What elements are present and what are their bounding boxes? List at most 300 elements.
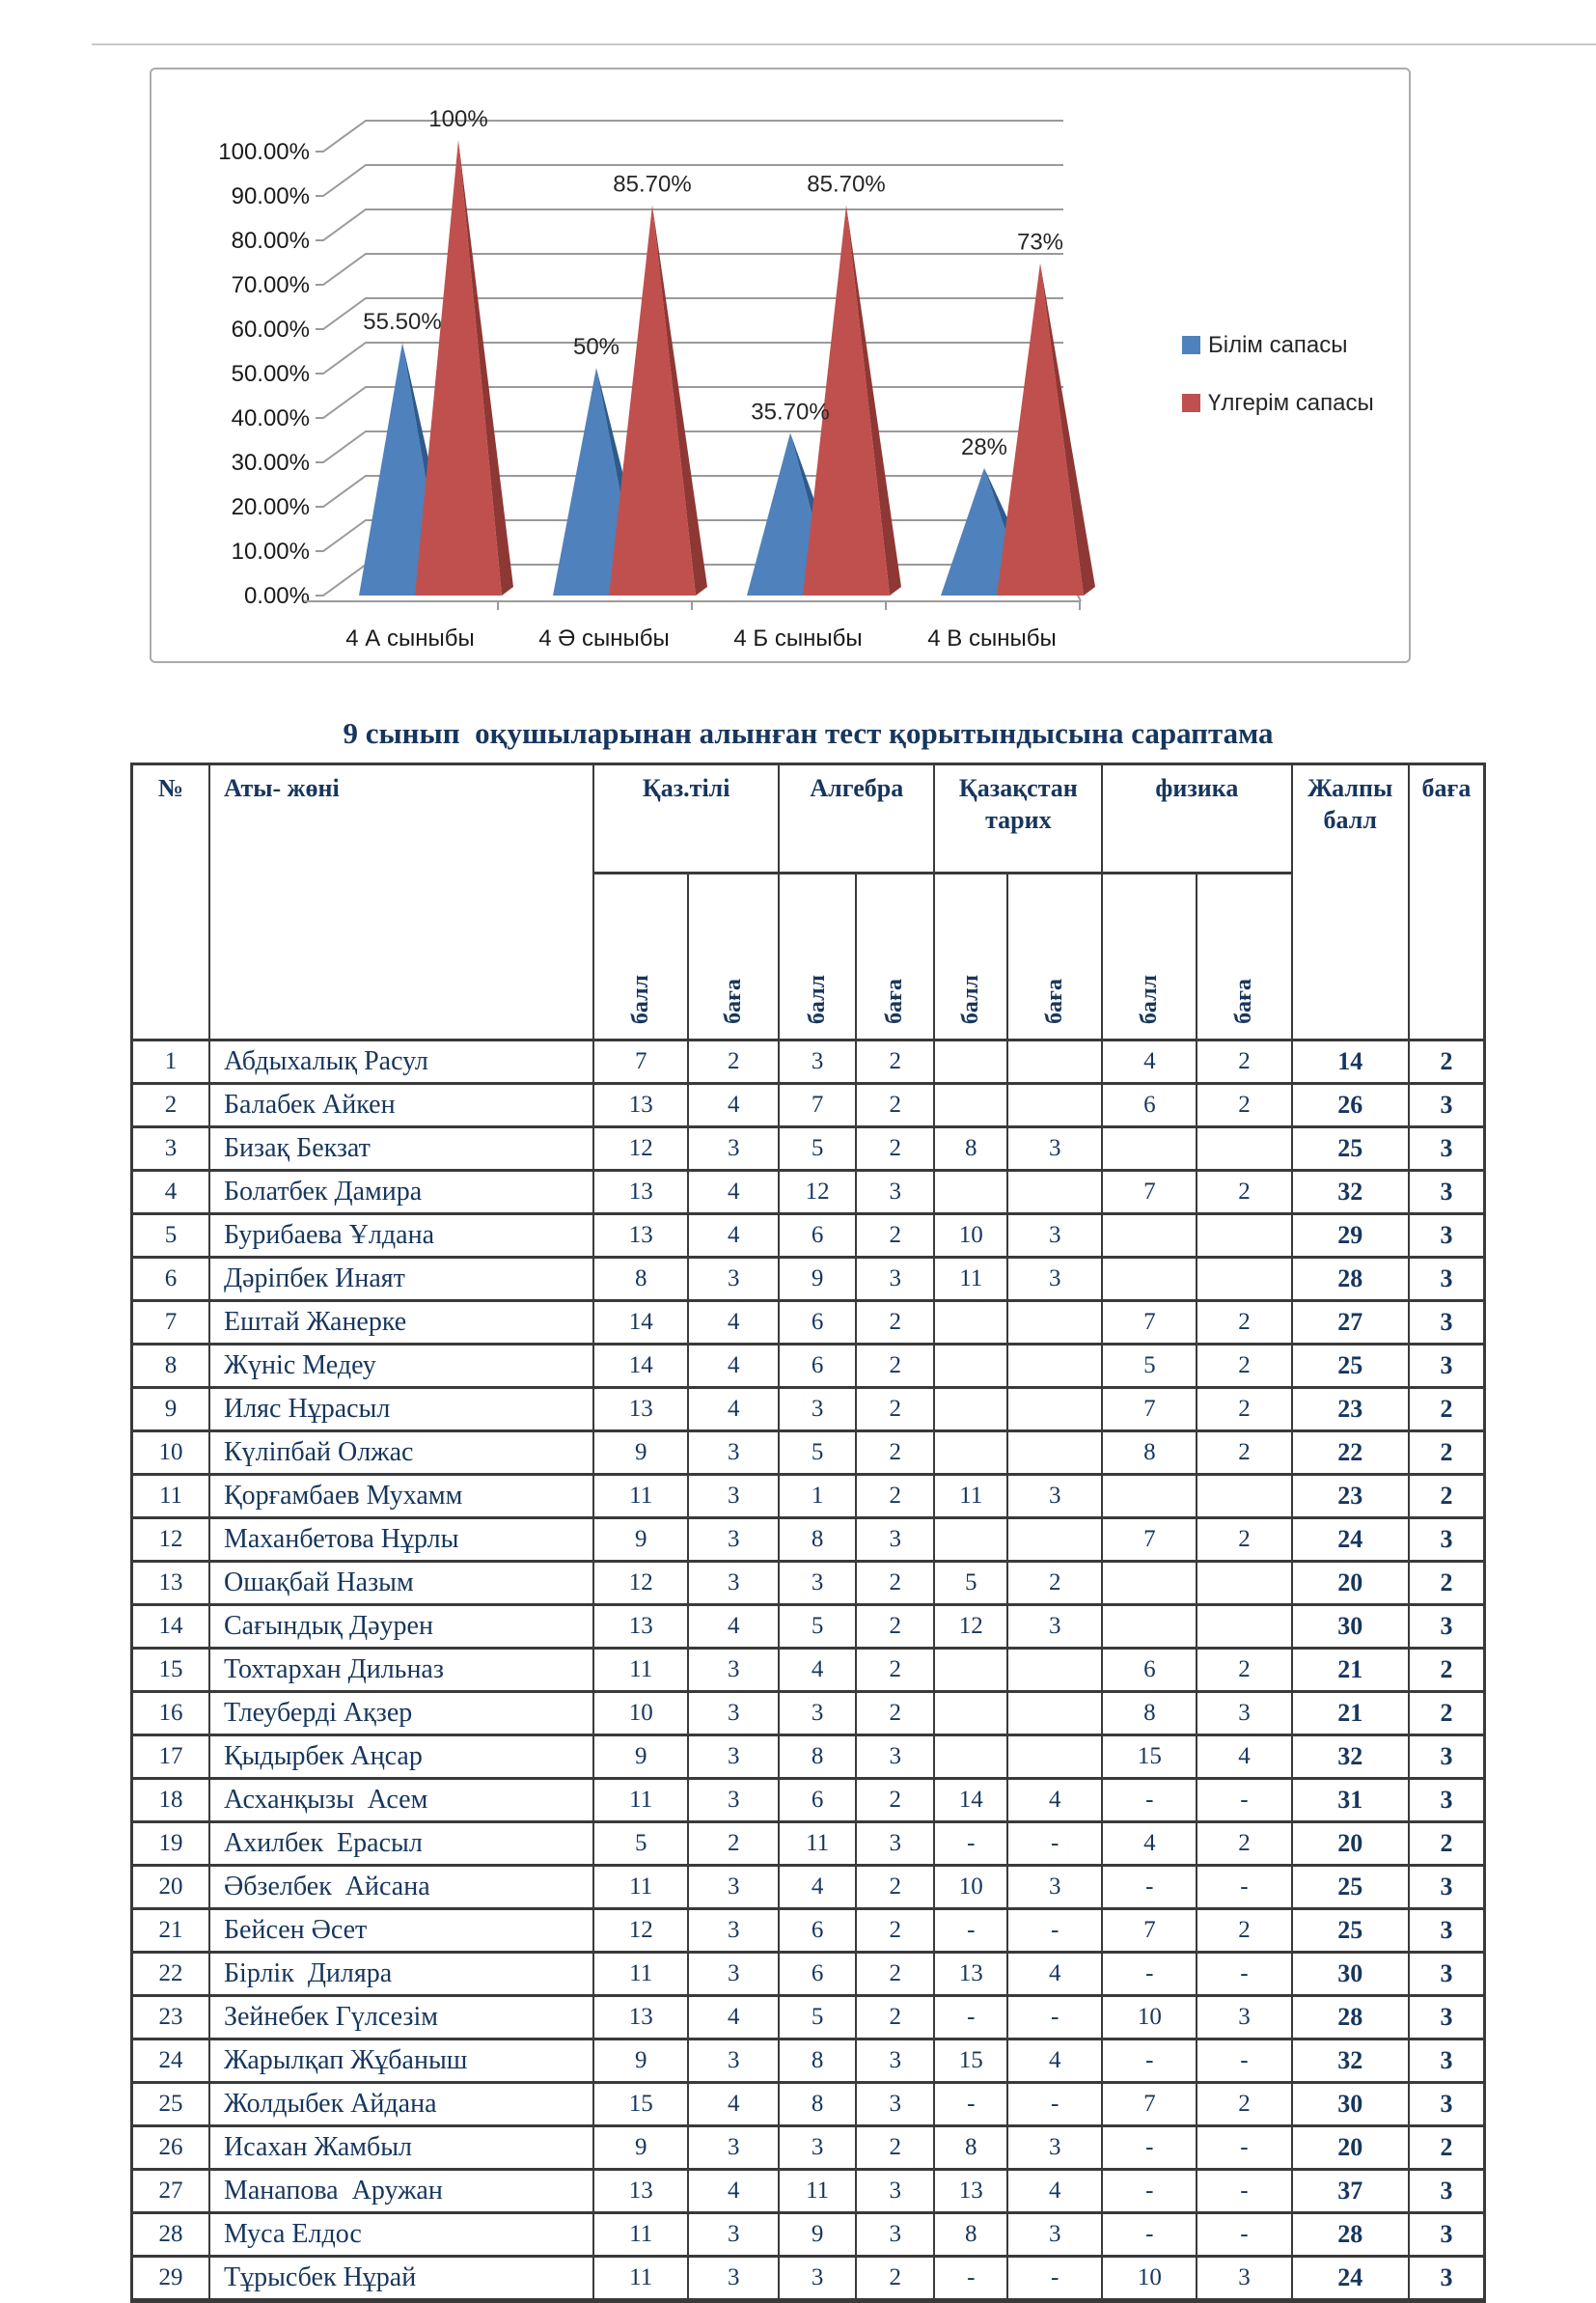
grade: 3	[856, 2170, 934, 2213]
grade: 2	[1007, 1562, 1102, 1605]
grade: 4	[1197, 1735, 1291, 1779]
student-name: Жарылқап Жұбаныш	[209, 2039, 593, 2083]
svg-text:60.00%: 60.00%	[231, 317, 310, 343]
row-number: 11	[132, 1475, 209, 1518]
svg-text:73%: 73%	[1016, 229, 1064, 256]
table-row	[132, 1779, 1485, 1822]
score: 13	[593, 1388, 688, 1431]
grade: 3	[688, 2213, 779, 2257]
score: 11	[593, 1649, 688, 1692]
score: 11	[593, 2257, 688, 2301]
score	[934, 1692, 1007, 1735]
grade: 2	[1197, 1084, 1291, 1127]
grade: 2	[1197, 1822, 1291, 1866]
row-number: 25	[132, 2083, 209, 2126]
grade: 3	[688, 2126, 779, 2170]
grade: 4	[688, 1345, 779, 1388]
grade	[1197, 1127, 1291, 1171]
grade: 3	[1007, 1258, 1102, 1301]
grade	[1007, 1518, 1102, 1562]
score: 5	[934, 1562, 1007, 1605]
total-score: 23	[1292, 1388, 1409, 1431]
subcol-grade	[1197, 874, 1291, 1041]
svg-text:20.00%: 20.00%	[231, 494, 310, 520]
svg-text:85.70%: 85.70%	[807, 171, 886, 198]
score: 13	[593, 1605, 688, 1649]
score: 7	[593, 1041, 688, 1084]
table-row	[132, 2126, 1485, 2170]
total-score: 24	[1292, 1518, 1409, 1562]
score: 7	[1102, 1518, 1197, 1562]
score: -	[934, 2083, 1007, 2126]
final-grade: 3	[1409, 1518, 1485, 1562]
score: 8	[1102, 1431, 1197, 1475]
score-label: балл	[1136, 974, 1162, 1024]
svg-text:80.00%: 80.00%	[231, 228, 310, 254]
score: 6	[779, 1953, 856, 1996]
grade	[1197, 1258, 1291, 1301]
grade: 2	[856, 2126, 934, 2170]
table-row	[132, 1866, 1485, 1909]
score: 12	[593, 1909, 688, 1953]
total-score: 20	[1292, 1822, 1409, 1866]
grade: 3	[856, 1735, 934, 1779]
score: 5	[779, 1605, 856, 1649]
grade: 3	[856, 1171, 934, 1214]
grade: 4	[1007, 2039, 1102, 2083]
row-number: 20	[132, 1866, 209, 1909]
grade: 2	[856, 1953, 934, 1996]
score: 6	[779, 1301, 856, 1345]
score: -	[1102, 1953, 1197, 1996]
final-grade: 2	[1409, 1649, 1485, 1692]
score: 11	[593, 1866, 688, 1909]
score: 8	[779, 2039, 856, 2083]
grade	[1007, 1041, 1102, 1084]
score: 10	[1102, 2257, 1197, 2301]
row-number: 27	[132, 2170, 209, 2213]
score: -	[1102, 2126, 1197, 2170]
grade: 2	[856, 1866, 934, 1909]
total-score: 25	[1292, 1345, 1409, 1388]
total-score: 32	[1292, 1735, 1409, 1779]
grade-label: баға	[1230, 979, 1256, 1024]
table-row	[132, 1953, 1485, 1996]
score: 5	[1102, 1345, 1197, 1388]
page-title: 9 сынып оқушыларынан алынған тест қорытындысына сараптама	[343, 716, 1274, 750]
score-label: балл	[957, 974, 983, 1024]
final-grade: 3	[1409, 1258, 1485, 1301]
svg-text:40.00%: 40.00%	[231, 405, 310, 431]
grade: -	[1007, 2083, 1102, 2126]
total-score: 27	[1292, 1301, 1409, 1345]
subcol-grade	[856, 874, 934, 1041]
svg-text:4 А сыныбы: 4 А сыныбы	[345, 625, 475, 652]
row-number: 19	[132, 1822, 209, 1866]
grade: -	[1197, 1779, 1291, 1822]
final-grade: 3	[1409, 1214, 1485, 1258]
score: 15	[934, 2039, 1007, 2083]
grade: 2	[856, 1605, 934, 1649]
score: -	[1102, 1866, 1197, 1909]
table-row	[132, 1431, 1485, 1475]
grade: 3	[1007, 1605, 1102, 1649]
grade: -	[1007, 1822, 1102, 1866]
grade: 3	[1007, 1127, 1102, 1171]
row-number: 15	[132, 1649, 209, 1692]
final-grade: 2	[1409, 1041, 1485, 1084]
final-grade: 2	[1409, 2126, 1485, 2170]
grade: -	[1197, 2039, 1291, 2083]
score	[934, 1431, 1007, 1475]
grade: 2	[1197, 1301, 1291, 1345]
grade: 3	[688, 1518, 779, 1562]
grade: 2	[688, 1822, 779, 1866]
final-grade: 3	[1409, 2083, 1485, 2126]
student-name: Дәріпбек Инаят	[209, 1258, 593, 1301]
score: 12	[593, 1127, 688, 1171]
student-name: Иляс Нұрасыл	[209, 1388, 593, 1431]
final-grade: 2	[1409, 1431, 1485, 1475]
grade: 3	[856, 2083, 934, 2126]
subcol-grade	[688, 874, 779, 1041]
grade: 3	[856, 1518, 934, 1562]
grade	[1007, 1301, 1102, 1345]
results-table	[130, 763, 1486, 2303]
table-row	[132, 2213, 1485, 2257]
student-name: Балабек Айкен	[209, 1084, 593, 1127]
score: -	[934, 1996, 1007, 2039]
grade: 2	[1197, 2083, 1291, 2126]
row-number: 26	[132, 2126, 209, 2170]
score: 13	[934, 2170, 1007, 2213]
score	[934, 1301, 1007, 1345]
student-name: Сағындық Дәурен	[209, 1605, 593, 1649]
grade: 3	[688, 2257, 779, 2301]
table-row	[132, 1084, 1485, 1127]
score: 11	[779, 2170, 856, 2213]
svg-text:Білім сапасы: Білім сапасы	[1208, 332, 1348, 358]
student-name: Қыдырбек Аңсар	[209, 1735, 593, 1779]
grade: 3	[1007, 2126, 1102, 2170]
score: 11	[779, 1822, 856, 1866]
score: 11	[593, 2213, 688, 2257]
score: 13	[593, 1214, 688, 1258]
svg-text:Үлгерім сапасы: Үлгерім сапасы	[1208, 390, 1374, 416]
table-row	[132, 1171, 1485, 1214]
final-grade: 3	[1409, 1127, 1485, 1171]
score	[934, 1735, 1007, 1779]
score: 3	[779, 1041, 856, 1084]
score: 8	[779, 1735, 856, 1779]
grade: 4	[688, 1171, 779, 1214]
score: 7	[1102, 1301, 1197, 1345]
grade: 3	[688, 1692, 779, 1735]
score: 4	[1102, 1822, 1197, 1866]
score: 3	[779, 1562, 856, 1605]
svg-text:100.00%: 100.00%	[218, 139, 310, 165]
score	[934, 1388, 1007, 1431]
svg-text:85.70%: 85.70%	[613, 171, 692, 198]
total-score: 25	[1292, 1909, 1409, 1953]
row-number: 22	[132, 1953, 209, 1996]
final-grade: 3	[1409, 2213, 1485, 2257]
grade: 2	[1197, 1388, 1291, 1431]
final-grade: 3	[1409, 1605, 1485, 1649]
score: -	[1102, 2039, 1197, 2083]
score: -	[1102, 2170, 1197, 2213]
student-name: Ахилбек Ерасыл	[209, 1822, 593, 1866]
grade: 2	[856, 1388, 934, 1431]
col-header-grade: баға	[1409, 764, 1485, 1041]
grade: 2	[856, 1345, 934, 1388]
student-name: Жүніс Медеу	[209, 1345, 593, 1388]
grade: 3	[688, 1649, 779, 1692]
grade: 4	[688, 2083, 779, 2126]
table-row	[132, 2083, 1485, 2126]
score	[934, 1649, 1007, 1692]
svg-text:50.00%: 50.00%	[231, 361, 310, 387]
student-name: Бизақ Бекзат	[209, 1127, 593, 1171]
col-header-name: Аты- жөні	[209, 764, 593, 1041]
grade: 2	[856, 1431, 934, 1475]
score: 10	[934, 1866, 1007, 1909]
quality-chart-frame	[150, 68, 1411, 663]
grade: 2	[1197, 1041, 1291, 1084]
grade: -	[1007, 2257, 1102, 2301]
score: 10	[934, 1214, 1007, 1258]
grade: 2	[856, 1909, 934, 1953]
table-row	[132, 1909, 1485, 1953]
grade: -	[1007, 1996, 1102, 2039]
score: 9	[593, 1431, 688, 1475]
score: 8	[1102, 1692, 1197, 1735]
grade: -	[1197, 1866, 1291, 1909]
final-grade: 3	[1409, 1171, 1485, 1214]
grade: 3	[1007, 1866, 1102, 1909]
grade: 4	[688, 1388, 779, 1431]
final-grade: 3	[1409, 1866, 1485, 1909]
grade: 3	[856, 1822, 934, 1866]
grade: -	[1007, 1909, 1102, 1953]
score: 8	[779, 1518, 856, 1562]
grade: 4	[1007, 1779, 1102, 1822]
grade: 3	[688, 1953, 779, 1996]
grade: 3	[688, 2039, 779, 2083]
row-number: 18	[132, 1779, 209, 1822]
svg-text:4 Б сыныбы: 4 Б сыныбы	[733, 625, 863, 652]
svg-text:30.00%: 30.00%	[231, 450, 310, 476]
svg-text:55.50%: 55.50%	[363, 309, 442, 336]
score: 5	[779, 1127, 856, 1171]
grade	[1197, 1475, 1291, 1518]
grade: 4	[688, 1605, 779, 1649]
grade-label: баға	[882, 979, 908, 1024]
grade	[1007, 1431, 1102, 1475]
table-row	[132, 1301, 1485, 1345]
score: 4	[779, 1649, 856, 1692]
row-number: 2	[132, 1084, 209, 1127]
svg-text:70.00%: 70.00%	[231, 272, 310, 298]
grade: -	[1197, 1953, 1291, 1996]
row-number: 12	[132, 1518, 209, 1562]
final-grade: 3	[1409, 2039, 1485, 2083]
row-number: 13	[132, 1562, 209, 1605]
page-top-rule	[92, 43, 1596, 45]
total-score: 22	[1292, 1431, 1409, 1475]
score: 11	[934, 1475, 1007, 1518]
student-name: Зейнебек Гүлсезім	[209, 1996, 593, 2039]
grade: 3	[1007, 2213, 1102, 2257]
student-name: Бірлік Диляра	[209, 1953, 593, 1996]
score: -	[934, 1909, 1007, 1953]
grade: 2	[1197, 1431, 1291, 1475]
grade: 4	[1007, 2170, 1102, 2213]
grade: 3	[856, 1258, 934, 1301]
student-name: Манапова Аружан	[209, 2170, 593, 2213]
grade: 2	[1197, 1649, 1291, 1692]
table-row	[132, 1649, 1485, 1692]
table-row	[132, 1041, 1485, 1084]
grade: 3	[856, 2213, 934, 2257]
final-grade: 3	[1409, 1345, 1485, 1388]
grade: 2	[856, 1649, 934, 1692]
row-number: 28	[132, 2213, 209, 2257]
grade: 3	[688, 1431, 779, 1475]
score: 8	[934, 1127, 1007, 1171]
grade: 2	[1197, 1909, 1291, 1953]
score: 10	[1102, 1996, 1197, 2039]
score: 6	[779, 1909, 856, 1953]
grade: 3	[1197, 1692, 1291, 1735]
subcol-score	[593, 874, 688, 1041]
grade	[1197, 1214, 1291, 1258]
grade: 2	[856, 1084, 934, 1127]
student-name: Ештай Жанерке	[209, 1301, 593, 1345]
svg-text:100%: 100%	[428, 106, 488, 132]
score: -	[1102, 1779, 1197, 1822]
final-grade: 3	[1409, 1909, 1485, 1953]
final-grade: 3	[1409, 1301, 1485, 1345]
student-name: Қорғамбаев Мухамм	[209, 1475, 593, 1518]
total-score: 30	[1292, 1953, 1409, 1996]
svg-text:28%: 28%	[960, 433, 1008, 460]
report-section	[130, 716, 1486, 2303]
score	[934, 1041, 1007, 1084]
table-row	[132, 1735, 1485, 1779]
row-number: 21	[132, 1909, 209, 1953]
score: 3	[779, 1692, 856, 1735]
final-grade: 3	[1409, 2257, 1485, 2301]
grade	[1007, 1388, 1102, 1431]
total-score: 25	[1292, 1127, 1409, 1171]
score: 4	[779, 1866, 856, 1909]
grade: 4	[688, 1996, 779, 2039]
total-score: 24	[1292, 2257, 1409, 2301]
total-score: 30	[1292, 1605, 1409, 1649]
score	[934, 1345, 1007, 1388]
grade: 2	[856, 1214, 934, 1258]
grade-label: баға	[720, 979, 746, 1024]
student-name: Тлеуберді Ақзер	[209, 1692, 593, 1735]
grade: 2	[856, 1475, 934, 1518]
table-row	[132, 2170, 1485, 2213]
score: 9	[779, 2213, 856, 2257]
row-number: 1	[132, 1041, 209, 1084]
final-grade: 2	[1409, 1692, 1485, 1735]
svg-text:4 В сыныбы: 4 В сыныбы	[927, 625, 1057, 652]
grade: 3	[1007, 1475, 1102, 1518]
student-name: Исахан Жамбыл	[209, 2126, 593, 2170]
col-header-total-score: Жалпы балл	[1292, 764, 1409, 1041]
row-number: 10	[132, 1431, 209, 1475]
grade: 2	[856, 1041, 934, 1084]
total-score: 14	[1292, 1041, 1409, 1084]
total-score: 21	[1292, 1692, 1409, 1735]
grade	[1007, 1171, 1102, 1214]
student-name: Бейсен Әсет	[209, 1909, 593, 1953]
score: 11	[593, 1953, 688, 1996]
grade: 2	[1197, 1171, 1291, 1214]
row-number: 6	[132, 1258, 209, 1301]
grade: 2	[1197, 1518, 1291, 1562]
grade: 4	[1007, 1953, 1102, 1996]
score	[1102, 1214, 1197, 1258]
score: 13	[934, 1953, 1007, 1996]
total-score: 28	[1292, 1996, 1409, 2039]
score-label: балл	[804, 974, 830, 1024]
score: 14	[593, 1345, 688, 1388]
final-grade: 3	[1409, 1735, 1485, 1779]
table-row	[132, 1605, 1485, 1649]
grade	[1007, 1692, 1102, 1735]
subcol-score	[934, 874, 1007, 1041]
score	[1102, 1258, 1197, 1301]
grade: 2	[856, 1301, 934, 1345]
svg-text:10.00%: 10.00%	[231, 539, 310, 565]
row-number: 8	[132, 1345, 209, 1388]
score: 5	[779, 1431, 856, 1475]
table-row	[132, 1996, 1485, 2039]
subcol-score	[779, 874, 856, 1041]
grade: 3	[688, 1735, 779, 1779]
score: -	[1102, 2213, 1197, 2257]
score: 6	[779, 1214, 856, 1258]
total-score: 20	[1292, 1562, 1409, 1605]
col-header-kazakh-language: Қаз.тілі	[593, 764, 779, 874]
score: 6	[1102, 1649, 1197, 1692]
subcol-grade	[1007, 874, 1102, 1041]
score	[934, 1171, 1007, 1214]
grade: 4	[688, 1214, 779, 1258]
svg-text:35.70%: 35.70%	[751, 399, 830, 426]
total-score: 20	[1292, 2126, 1409, 2170]
grade: -	[1197, 2170, 1291, 2213]
score: 6	[1102, 1084, 1197, 1127]
score: 5	[779, 1996, 856, 2039]
score	[1102, 1562, 1197, 1605]
score: 3	[779, 2126, 856, 2170]
grade: -	[1197, 2126, 1291, 2170]
total-score: 32	[1292, 1171, 1409, 1214]
student-name: Муса Елдос	[209, 2213, 593, 2257]
grade: 3	[856, 2039, 934, 2083]
row-number: 14	[132, 1605, 209, 1649]
score	[934, 1084, 1007, 1127]
score: 8	[934, 2213, 1007, 2257]
row-number: 7	[132, 1301, 209, 1345]
col-header-physics: физика	[1102, 764, 1291, 874]
